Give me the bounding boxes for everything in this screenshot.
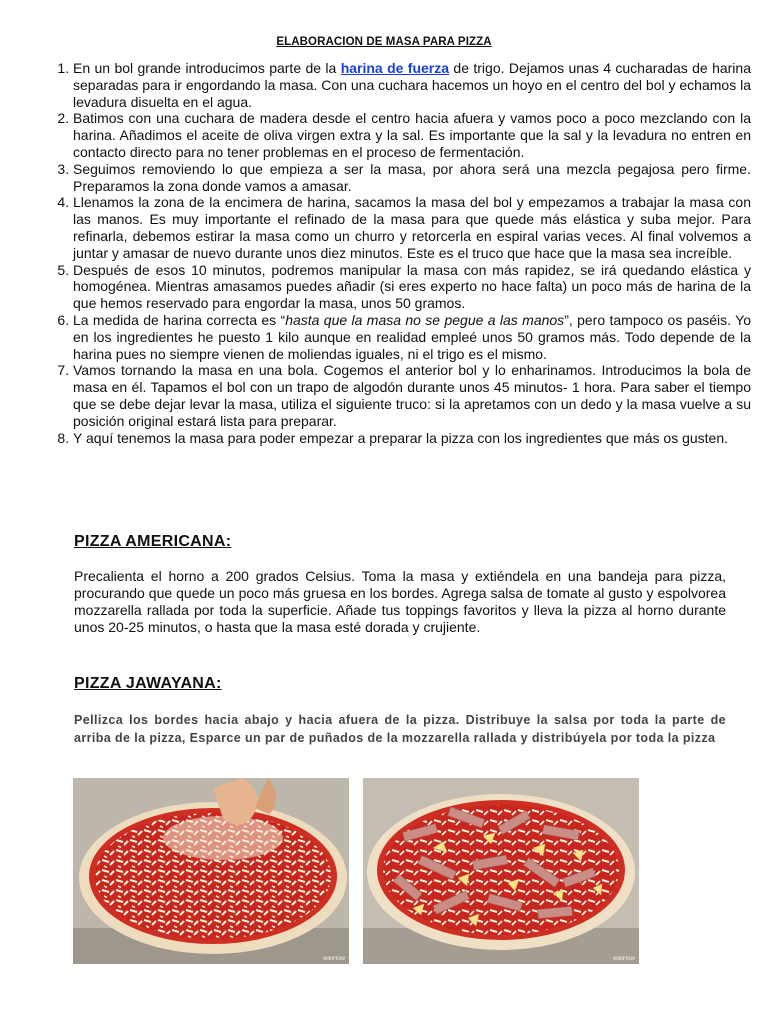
step-text: de trigo. Dejamos unas 4 cucharadas de harina separadas para ir engordando la masa. Con una cuchara hacemos un hoyo en el centro del bol y echamos la levadura disuelta en el agua. — [73, 60, 751, 110]
pizza-cheese-photo — [73, 778, 349, 964]
step-item — [73, 312, 751, 362]
step-item — [73, 110, 751, 160]
step-text: Vamos tornando la masa en una bola. Cogemos el anterior bol y lo enharinamos. Introducimos la bola de masa en él. Tapamos el bol con un trapo de algodón durante unos 45 minutos- 1 hora. Para saber el tiempo que se debe dejar levar la masa, utiliza el siguiente truco: si la apretamos con un dedo y la masa vuelve a su posición original estará lista para preparar. — [73, 362, 751, 429]
step-text: ”, pero tampoco os paséis. Yo en los ingredientes he puesto 1 kilo aunque en realidad empleé unos 50 gramos más. Todo depende de la harina pues no siempre vienen de moliendas iguales, ni el trigo es el mismo. — [73, 311, 751, 362]
pizza-americana-text: Precalienta el horno a 200 grados Celsius. Toma la masa y extiéndela en una bandeja para pizza, procurando que quede un poco más gruesa en los bordes. Agrega salsa de tomate al gusto y espolvorea mozzarella rallada por toda la superficie. Añade tus toppings favoritos y lleva la pizza al horno durante unos 20-25 minutos, o hasta que la masa esté dorada y crujiente. — [74, 568, 726, 635]
step-item — [73, 362, 751, 429]
pizza-ham-pineapple-photo — [363, 778, 639, 964]
pizza-americana-heading: PIZZA AMERICANA: — [74, 533, 232, 550]
pizza-cheese-illustration — [73, 778, 349, 964]
step-text: Llenamos la zona de la encimera de harina, sacamos la masa del bol y empezamos a trabajar la masa con las manos. Es muy importante el refinado de la masa para que quede más elástica y suba mejor. Para refinarla, debemos estirar la masa como un churro y retorcerla en espiral varias veces. Al final volvemos a juntar y amasar de nuevo durante unos diez minutos. Este es el truco que hace que la masa sea increíble. — [73, 194, 751, 261]
step-text: Y aquí tenemos la masa para poder empezar a preparar la pizza con los ingredientes que más os gusten. — [73, 429, 729, 446]
pizza-jawayana-heading: PIZZA JAWAYANA: — [74, 675, 222, 692]
step-text: Seguimos removiendo lo que empieza a ser la masa, por ahora será una mezcla pegajosa pero firme. Preparamos la zona donde vamos a amasar. — [73, 160, 751, 194]
step-item — [73, 161, 751, 195]
steps-list — [48, 60, 751, 446]
step-item — [73, 262, 751, 312]
pizza-ham-pineapple-illustration — [363, 778, 639, 964]
step-text: Batimos con una cuchara de madera desde el centro hacia afuera y vamos poco a poco mezclando con la harina. Añadimos el aceite de oliva virgen extra y la sal. Es importante que la sal y la levadura no entren en contacto directo para no tener problemas en el proceso de fermentación. — [73, 110, 751, 160]
watermark: wikiHow — [612, 956, 635, 962]
pizza-jawayana-text: Pellizca los bordes hacia abajo y hacia afuera de la pizza. Distribuye la salsa por toda la parte de arriba de la pizza, Esparce un par de puñados de la mozzarella rallada y distribúyela por toda la pizza — [74, 713, 726, 745]
watermark: wikiHow — [322, 956, 345, 962]
step-text: Después de esos 10 minutos, podremos manipular la masa con más rapidez, se irá quedando elástica y homogénea. Mientras amasamos puedes añadir (si eres experto no hace falta) un poco más de harina de la que hemos reservado para engordar la masa, unos 50 gramos. — [73, 261, 751, 312]
document-title: ELABORACION DE MASA PARA PIZZA — [276, 36, 492, 48]
step-item — [73, 430, 751, 447]
harina-de-fuerza-link[interactable]: harina de fuerza — [340, 60, 450, 76]
step-emphasis: hasta que la masa no se pegue a las manos — [285, 311, 565, 328]
step-item — [73, 60, 751, 110]
step-text: La medida de harina correcta es “ — [73, 311, 286, 328]
step-text: En un bol grande introducimos parte de la — [73, 60, 341, 76]
step-item — [73, 194, 751, 261]
